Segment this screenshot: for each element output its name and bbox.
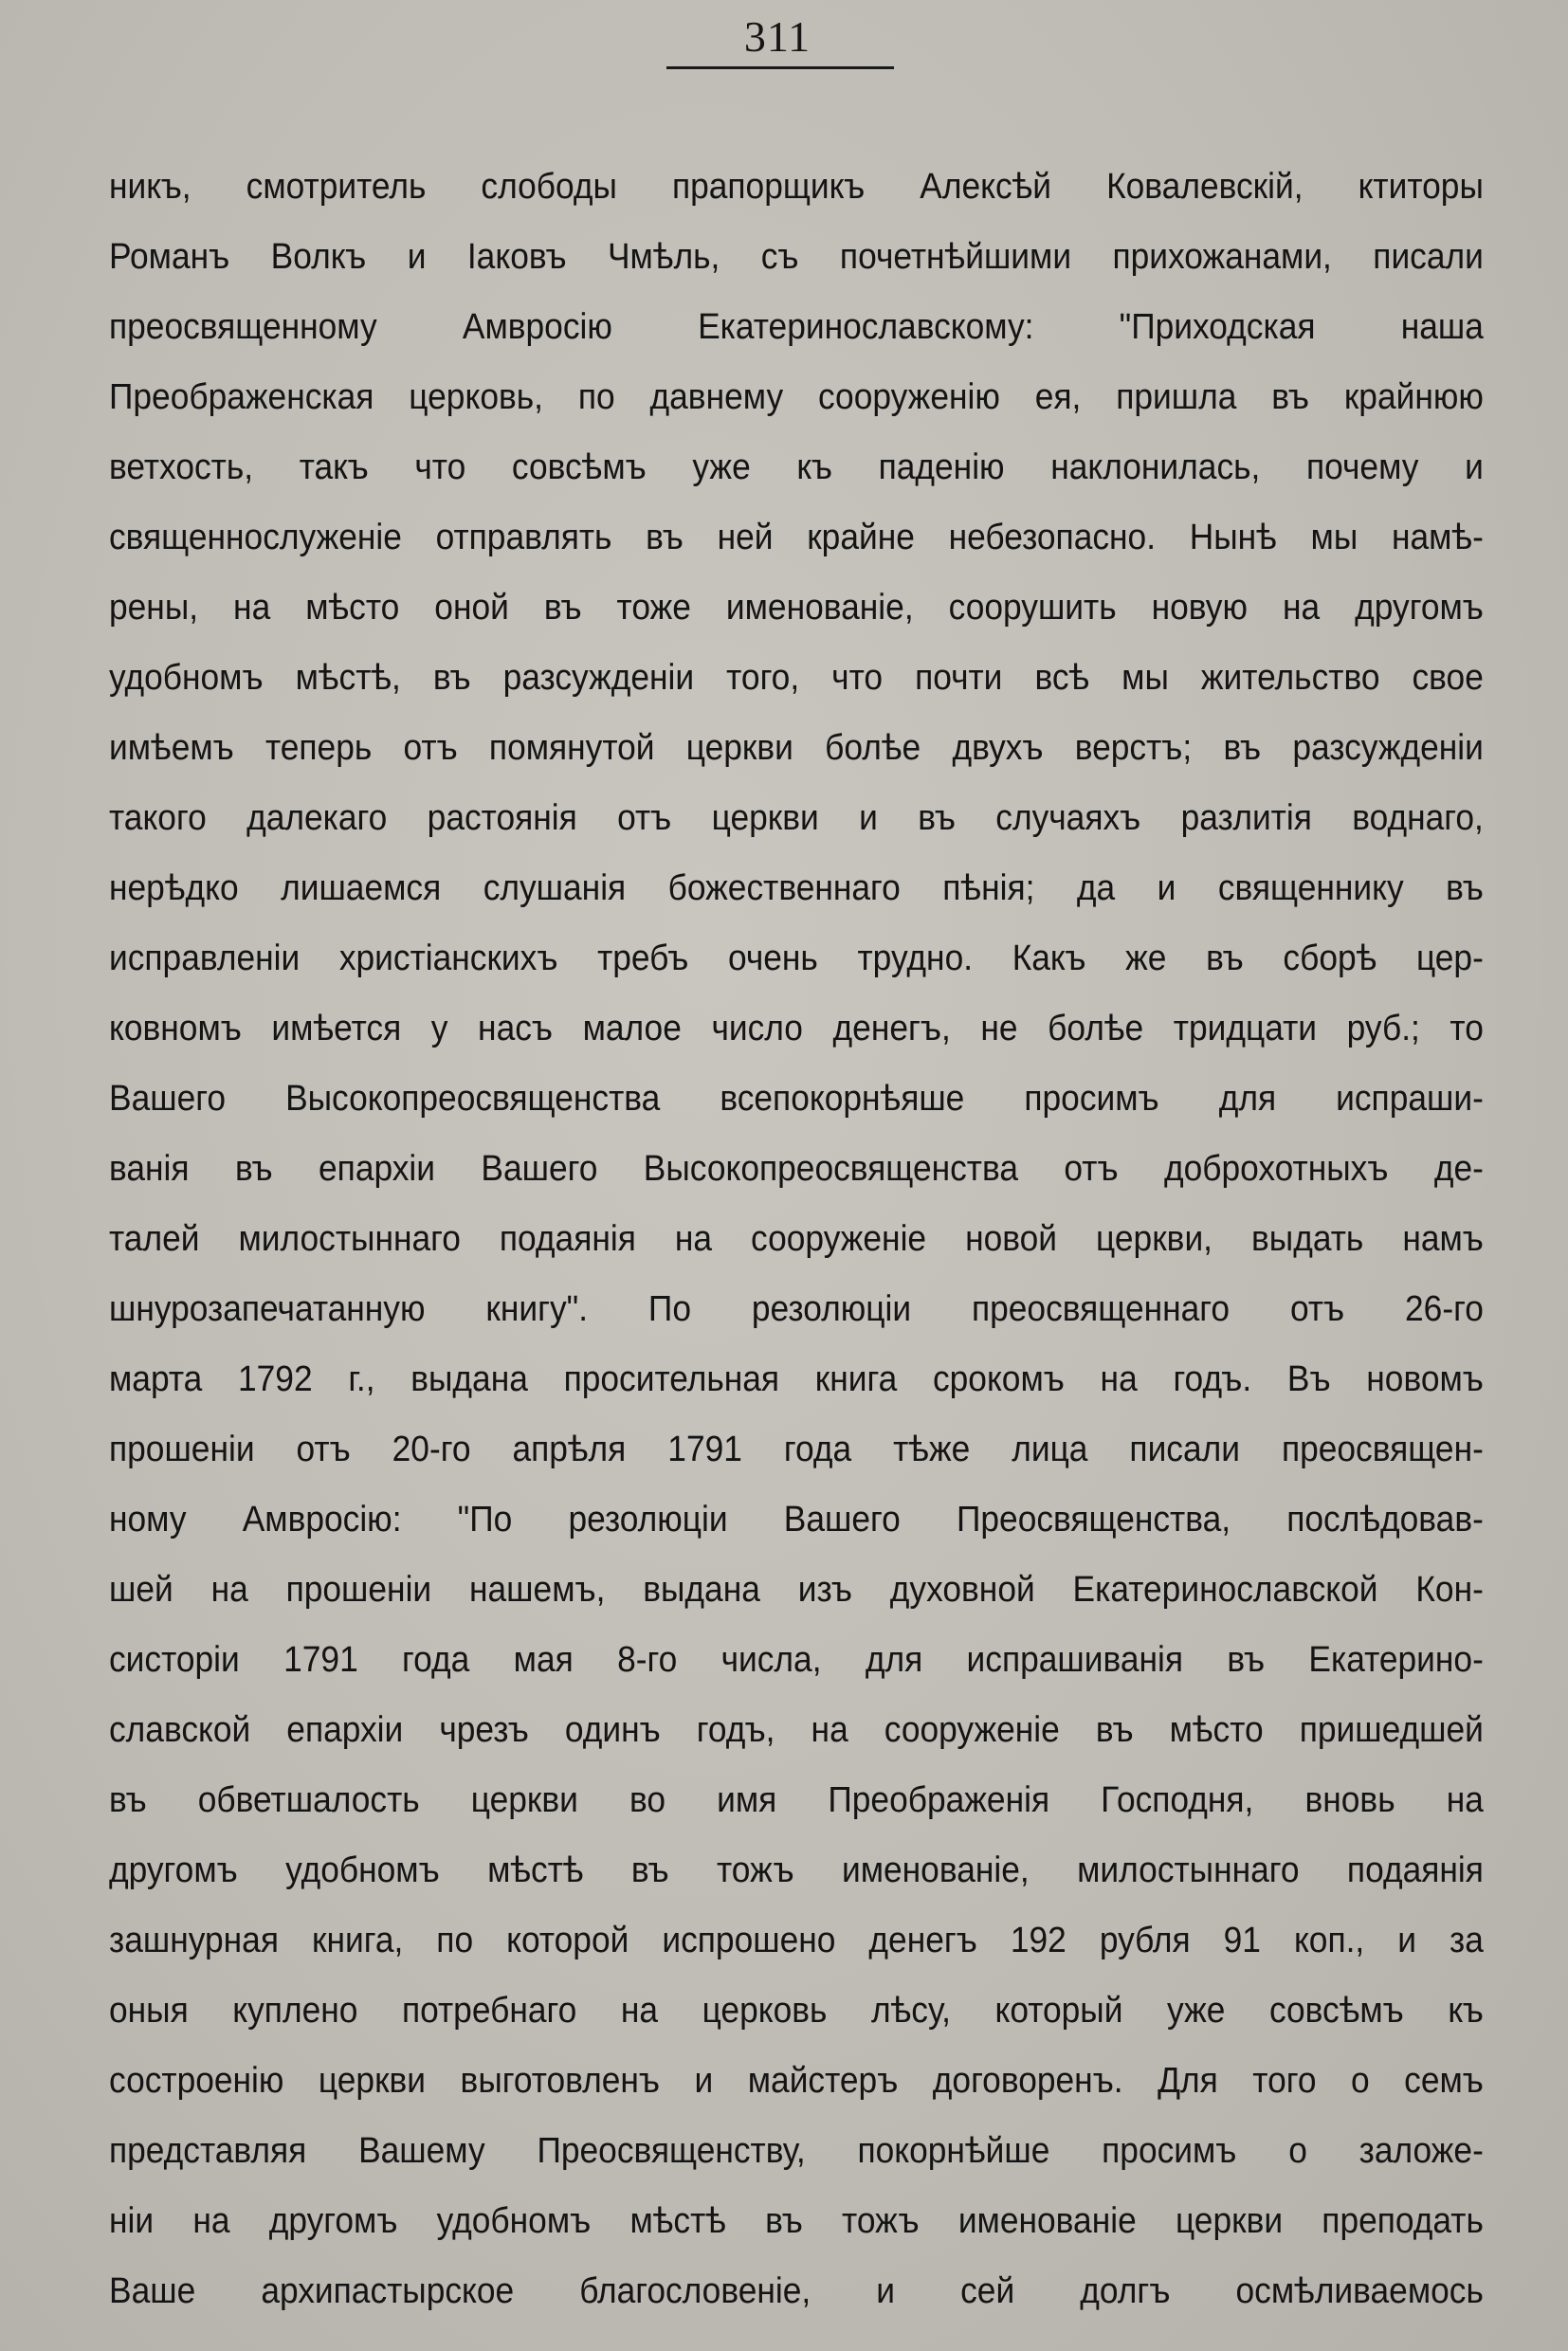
- text-line: Преображенская церковь, по давнему сооруженію ея, пришла въ крайнюю: [109, 377, 1484, 417]
- text-line: другомъ удобномъ мѣстѣ въ тожъ именованіе, милостыннаго подаянія: [109, 1850, 1484, 1890]
- text-line: священнослуженіе отправлять въ ней крайне небезопасно. Нынѣ мы намѣ-: [109, 518, 1484, 557]
- text-line: состроенію церкви выготовленъ и майстеръ договоренъ. Для того о семъ: [109, 2061, 1484, 2101]
- text-line: ніи на другомъ удобномъ мѣстѣ въ тожъ именованіе церкви преподать: [109, 2201, 1484, 2241]
- text-line: ному Амвросію: "По резолюціи Вашего Преосвященства, послѣдовав-: [109, 1500, 1484, 1540]
- text-line: нерѣдко лишаемся слушанія божественнаго пѣнія; да и священнику въ: [109, 868, 1484, 908]
- text-line: талей милостыннаго подаянія на сооруженіе новой церкви, выдать намъ: [109, 1219, 1484, 1259]
- text-line: оныя куплено потребнаго на церковь лѣсу, который уже совсѣмъ къ: [109, 1991, 1484, 2031]
- text-line: преосвященному Амвросію Екатеринославскому: "Приходская наша: [109, 307, 1484, 347]
- text-line: систоріи 1791 года мая 8-го числа, для испрашиванія въ Екатерино-: [109, 1640, 1484, 1680]
- text-line: ковномъ имѣется у насъ малое число денегъ, не болѣе тридцати руб.; то: [109, 1009, 1484, 1048]
- text-line: Романъ Волкъ и Іаковъ Чмѣль, съ почетнѣйшими прихожанами, писали: [109, 237, 1484, 277]
- text-line: шей на прошеніи нашемъ, выдана изъ духовной Екатеринославской Кон-: [109, 1570, 1484, 1610]
- text-line: имѣемъ теперь отъ помянутой церкви болѣе двухъ верстъ; въ разсужденіи: [109, 728, 1484, 768]
- text-line: исправленіи христіанскихъ требъ очень трудно. Какъ же въ сборѣ цер-: [109, 939, 1484, 978]
- text-line: шнурозапечатанную книгу". По резолюціи преосвященнаго отъ 26-го: [109, 1289, 1484, 1329]
- text-line: никъ, смотритель слободы прапорщикъ Алексѣй Ковалевскій, ктиторы: [109, 167, 1484, 207]
- header-rule: [666, 66, 894, 69]
- text-line: представляя Вашему Преосвященству, покорнѣйше просимъ о заложе-: [109, 2131, 1484, 2171]
- text-line: марта 1792 г., выдана просительная книга срокомъ на годъ. Въ новомъ: [109, 1359, 1484, 1399]
- text-line: рены, на мѣсто оной въ тоже именованіе, соорушить новую на другомъ: [109, 588, 1484, 628]
- page-number: 311: [743, 12, 811, 61]
- text-line: прошеніи отъ 20-го апрѣля 1791 года тѣже лица писали преосвящен-: [109, 1430, 1484, 1469]
- text-line: славской епархіи чрезъ одинъ годъ, на сооруженіе въ мѣсто пришедшей: [109, 1710, 1484, 1750]
- text-line: удобномъ мѣстѣ, въ разсужденіи того, что почти всѣ мы жительство свое: [109, 658, 1484, 698]
- text-line: ветхость, такъ что совсѣмъ уже къ паденію наклонилась, почему и: [109, 447, 1484, 487]
- text-line: такого далекаго растоянія отъ церкви и въ случаяхъ разлитія воднаго,: [109, 798, 1484, 838]
- body-text: [109, 152, 1484, 2326]
- text-line: ванія въ епархіи Вашего Высокопреосвященства отъ доброхотныхъ де-: [109, 1149, 1484, 1189]
- text-line: въ обветшалость церкви во имя Преображенія Господня, вновь на: [109, 1780, 1484, 1820]
- text-line: Вашего Высокопреосвященства всепокорнѣяше просимъ для испраши-: [109, 1079, 1484, 1119]
- page-header: [0, 0, 1568, 76]
- text-line: зашнурная книга, по которой испрошено денегъ 192 рубля 91 коп., и за: [109, 1921, 1484, 1960]
- text-line: Ваше архипастырское благословеніе, и сей долгъ осмѣливаемось: [109, 2271, 1484, 2311]
